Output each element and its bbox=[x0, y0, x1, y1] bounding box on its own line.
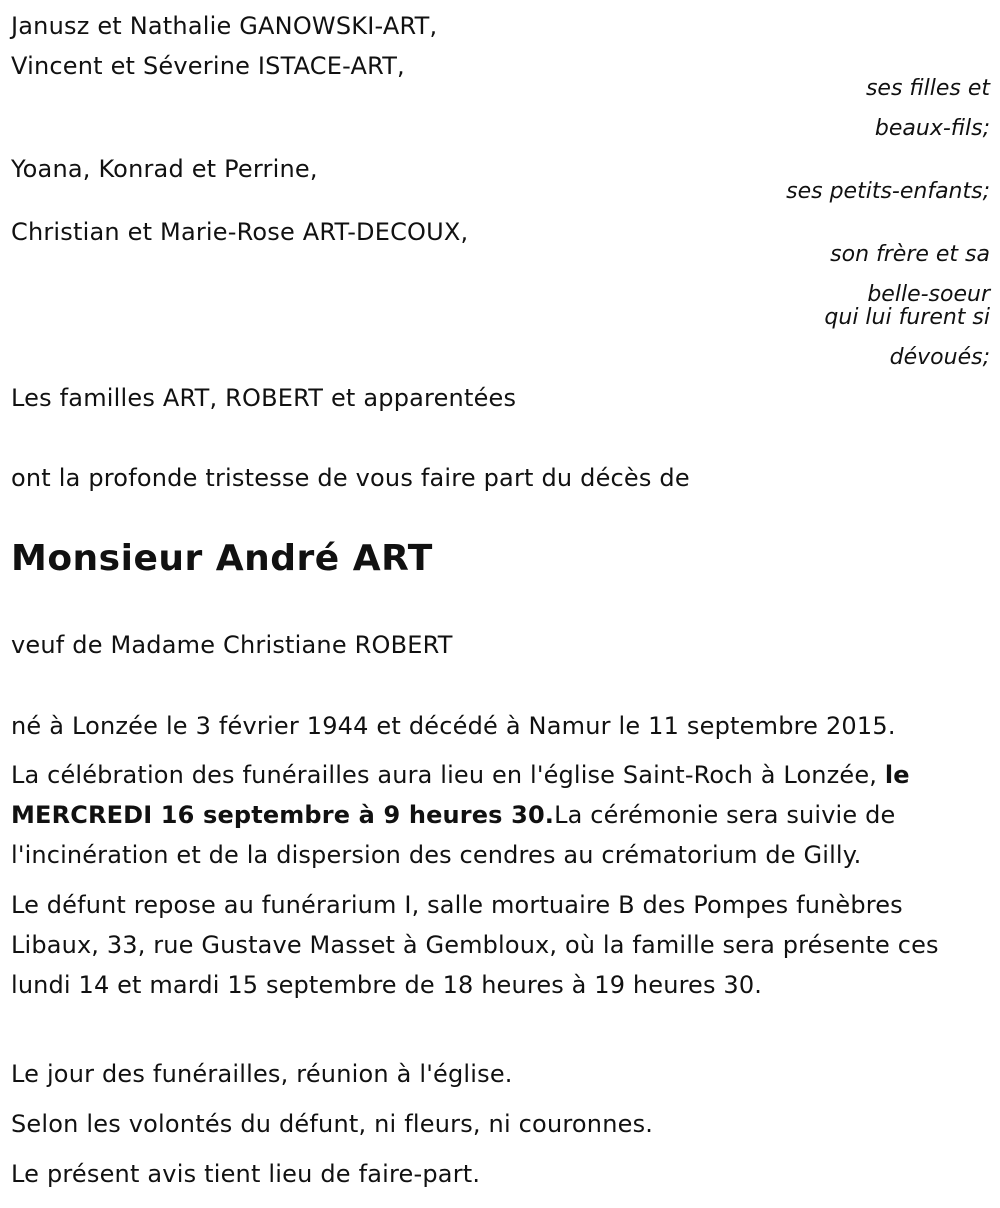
relation-daughters-2: beaux-fils; bbox=[874, 116, 990, 141]
relation-brother-3: qui lui furent si bbox=[824, 305, 990, 330]
funeral-text-after: La cérémonie sera suivie de l'incinération et de la dispersion des cendres au crématorium de Gilly. bbox=[11, 801, 896, 869]
relation-brother-1: son frère et sa bbox=[830, 242, 990, 267]
notice-line: Le présent avis tient lieu de faire-part. bbox=[11, 1160, 481, 1188]
relation-grandchildren: ses petits-enfants; bbox=[786, 179, 990, 204]
wishes-line: Selon les volontés du défunt, ni fleurs, ni couronnes. bbox=[11, 1110, 654, 1138]
relation-daughters-1: ses filles et bbox=[865, 76, 990, 101]
announcement-text: ont la profonde tristesse de vous faire part du décès de bbox=[11, 464, 690, 492]
relation-brother-4: dévoués; bbox=[889, 345, 990, 370]
birth-death-line: né à Lonzée le 3 février 1944 et décédé à Namur le 11 septembre 2015. bbox=[11, 712, 896, 740]
family-daughters-line-1: Janusz et Nathalie GANOWSKI-ART, bbox=[11, 12, 438, 40]
funeral-paragraph bbox=[11, 755, 991, 875]
family-daughters-line-2: Vincent et Séverine ISTACE-ART, bbox=[11, 52, 405, 80]
rest-place-paragraph: Le défunt repose au funérarium I, salle mortuaire B des Pompes funèbres Libaux, 33, rue Gustave Masset à Gembloux, où la famille sera présente ces lundi 14 et mardi 15 septembre de 18 heures à 19 heures 30. bbox=[11, 891, 939, 999]
widower-of: veuf de Madame Christiane ROBERT bbox=[11, 631, 453, 659]
relation-brother-2: belle-soeur bbox=[867, 282, 990, 307]
family-grandchildren: Yoana, Konrad et Perrine, bbox=[11, 155, 318, 183]
funeral-text-before: La célébration des funérailles aura lieu en l'église Saint-Roch à Lonzée, bbox=[11, 761, 885, 789]
funeral-date: le MERCREDI 16 septembre à 9 heures 30. bbox=[11, 761, 910, 829]
deceased-name: Monsieur André ART bbox=[11, 538, 433, 579]
family-others: Les familles ART, ROBERT et apparentées bbox=[11, 384, 517, 412]
family-brother: Christian et Marie-Rose ART-DECOUX, bbox=[11, 218, 469, 246]
meeting-line: Le jour des funérailles, réunion à l'église. bbox=[11, 1060, 513, 1088]
